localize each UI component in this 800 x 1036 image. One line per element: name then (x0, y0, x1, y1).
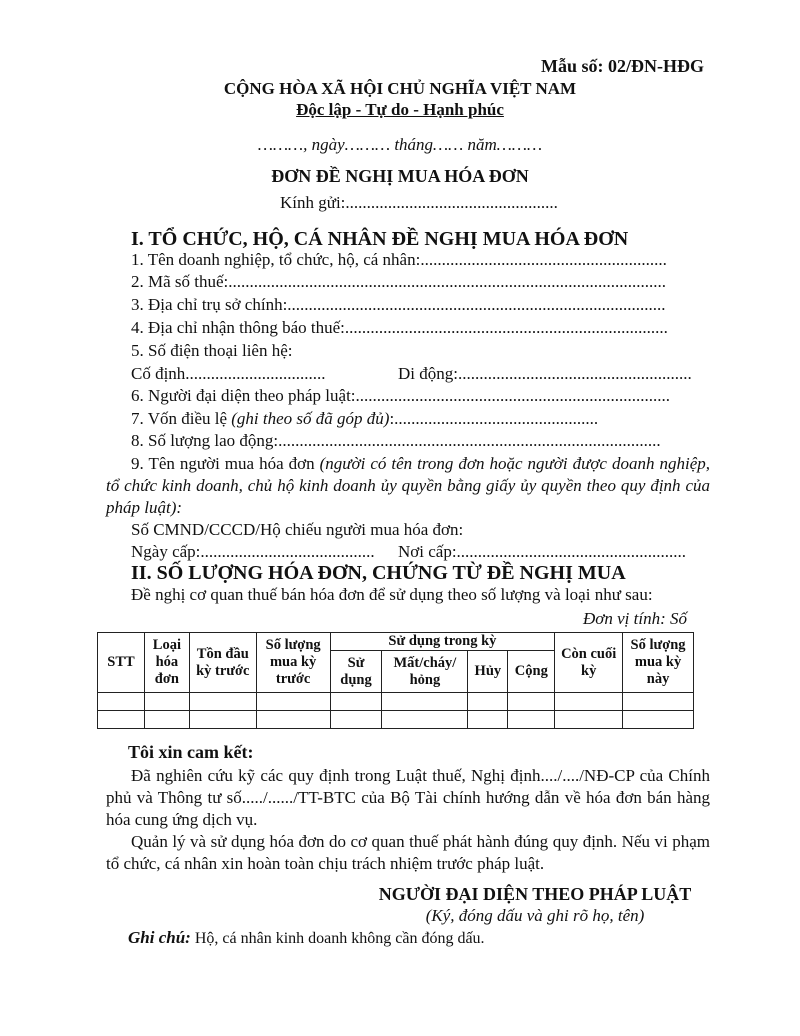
field-business-name: 1. Tên doanh nghiệp, tổ chức, hộ, cá nhân:.......................................................... (131, 250, 667, 269)
signature-title: NGƯỜI ĐẠI DIỆN THEO PHÁP LUẬT (378, 884, 692, 904)
commitment-heading: Tôi xin cam kết: (128, 742, 254, 762)
charter-capital-note: (ghi theo số đã góp đủ) (231, 409, 390, 428)
signature-note: (Ký, đóng dấu và ghi rõ họ, tên) (425, 906, 645, 925)
table-cell[interactable] (468, 693, 508, 711)
field-mobile: Di động:....................................................... (398, 364, 692, 383)
header-cancelled: Hủy (468, 651, 508, 693)
charter-capital-dots: :................................................ (389, 409, 599, 428)
field-phone-label: 5. Số điện thoại liên hệ: (131, 341, 293, 360)
section1-heading: I. TỔ CHỨC, HỘ, CÁ NHÂN ĐỀ NGHỊ MUA HÓA ĐƠN (131, 228, 629, 250)
table-cell[interactable] (256, 693, 330, 711)
table-cell[interactable] (555, 693, 623, 711)
table-cell[interactable] (623, 711, 694, 729)
unit-of-measure: Đơn vị tính: Số (583, 609, 687, 628)
table-row (98, 693, 694, 711)
table-cell[interactable] (555, 711, 623, 729)
table-cell[interactable] (189, 693, 256, 711)
section2-heading: II. SỐ LƯỢNG HÓA ĐƠN, CHỨNG TỪ ĐỀ NGHỊ MUA (131, 562, 626, 584)
country-name: CỘNG HÒA XÃ HỘI CHỦ NGHĨA VIỆT NAM (223, 79, 577, 98)
table-cell[interactable] (256, 711, 330, 729)
commitment-paragraph-2: Quản lý và sử dụng hóa đơn do cơ quan thuế phát hành đúng quy định. Nếu vi phạm tổ chức, cá nhân xin hoàn toàn chịu trách nhiệm trước pháp luật. (106, 832, 710, 873)
field-employees: 8. Số lượng lao động:.......................................................................................... (131, 431, 661, 450)
commitment-paragraph-1: Đã nghiên cứu kỹ các quy định trong Luật thuế, Nghị định..../..../NĐ-CP của Chính phủ và Thông tư số...../....../TT-BTC của Bộ Tài chính hướng dẫn về hóa đơn bán hàng hóa cung ứng dịch vụ. (106, 766, 710, 829)
header-remaining: Còn cuối kỳ (555, 633, 623, 693)
table-cell[interactable] (623, 693, 694, 711)
header-used: Sử dụng (330, 651, 382, 693)
invoice-quantity-table (97, 632, 694, 729)
field-issue-place: Nơi cấp:...................................................... (398, 542, 687, 561)
table-cell[interactable] (144, 693, 189, 711)
footnote (128, 928, 485, 948)
header-total: Cộng (508, 651, 555, 693)
header-invoice-type: Loại hóa đơn (144, 633, 189, 693)
field-head-office: 3. Địa chỉ trụ sở chính:......................................................................................... (131, 295, 666, 314)
header-lost-damaged: Mất/cháy/ hỏng (382, 651, 468, 693)
form-code: Mẫu số: 02/ĐN-HĐG (541, 56, 704, 76)
purchase-request: Đề nghị cơ quan thuế bán hóa đơn để sử dụng theo số lượng và loại như sau: (131, 585, 653, 604)
field-notice-address: 4. Địa chỉ nhận thông báo thuế:............................................................................ (131, 318, 668, 337)
national-motto: Độc lập - Tự do - Hạnh phúc (296, 100, 504, 119)
table-cell[interactable] (98, 693, 145, 711)
field-issue-date: Ngày cấp:......................................... (131, 542, 375, 561)
table-cell[interactable] (330, 693, 382, 711)
table-cell[interactable] (382, 693, 468, 711)
field-id-number: Số CMND/CCCD/Hộ chiếu người mua hóa đơn: (131, 520, 464, 539)
header-stt: STT (98, 633, 145, 693)
charter-capital-label: 7. Vốn điều lệ (131, 409, 232, 428)
header-usage-in-period: Sử dụng trong kỳ (330, 633, 555, 651)
page-title: ĐƠN ĐỀ NGHỊ MUA HÓA ĐƠN (271, 166, 529, 186)
field-legal-representative: 6. Người đại diện theo pháp luật:.......................................................................... (131, 386, 671, 405)
table-cell[interactable] (189, 711, 256, 729)
table-row (98, 711, 694, 729)
buyer-name-label: 9. Tên người mua hóa đơn (131, 454, 320, 473)
table-cell[interactable] (330, 711, 382, 729)
header-opening-balance: Tồn đầu kỳ trước (189, 633, 256, 693)
field-tax-code: 2. Mã số thuế:....................................................................................................... (131, 272, 667, 291)
table-cell[interactable] (382, 711, 468, 729)
table-cell[interactable] (144, 711, 189, 729)
buyer-name-note: (người có tên trong đơn hoặc người được doanh nghiệp, tổ chức kinh doanh, chủ hộ kinh doanh ủy quyền bằng giấy ủy quyền theo quy định của pháp luật): (106, 454, 710, 517)
recipient-line: Kính gửi:.................................................. (280, 193, 558, 212)
table-cell[interactable] (98, 711, 145, 729)
table-cell[interactable] (468, 711, 508, 729)
table-cell[interactable] (508, 693, 555, 711)
header-bought-previous: Số lượng mua kỳ trước (256, 633, 330, 693)
header-buy-this-period: Số lượng mua kỳ này (623, 633, 694, 693)
field-charter-capital (131, 409, 598, 429)
field-buyer-name (106, 453, 710, 519)
table-cell[interactable] (508, 711, 555, 729)
footnote-label: Ghi chú: (128, 928, 191, 947)
date-line: ………, ngày……… tháng…… năm……… (257, 135, 543, 154)
footnote-text: Hộ, cá nhân kinh doanh không cần đóng dấu. (190, 930, 485, 947)
field-landline: Cố định................................. (131, 364, 326, 383)
